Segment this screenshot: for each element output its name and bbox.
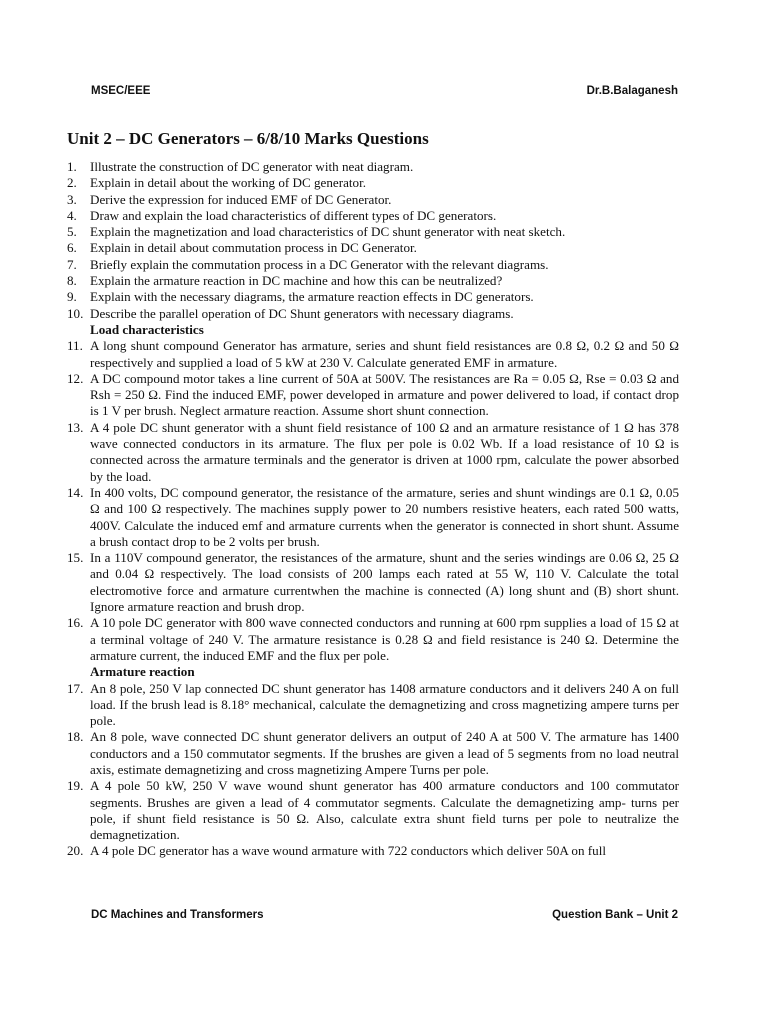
question-number: 12. [67, 370, 84, 386]
question-text: A DC compound motor takes a line current of 50A at 500V. The resistances are Ra = 0.05 Ω, Rse = 0.03 Ω and Rsh = 250 Ω. Find the induced EMF, power developed in armature and power delivered to load, if contact drop is 1 V per brush. Neglect armature reaction. Assume short shunt connection. [90, 370, 679, 419]
question-text: Draw and explain the load characteristics of different types of DC generators. [90, 207, 497, 223]
question-number: 8. [67, 273, 77, 289]
question-text: Briefly explain the commutation process in a DC Generator with the relevant diagrams. [90, 256, 549, 272]
question-item [67, 240, 679, 256]
question-number: 2. [67, 175, 77, 191]
page-title: Unit 2 – DC Generators – 6/8/10 Marks Questions [67, 129, 429, 148]
question-text: A 4 pole 50 kW, 250 V wave wound shunt generator has 400 armature conductors and 100 commutator segments. Brushes are given a lead of 4 commutator segments. Calculate the demagnetizing amp- turns per pole, if shunt field resistance is 50 Ω. Also, calculate extra shunt field turns per pole to neutralize the demagnetization. [90, 778, 679, 843]
question-number: 17. [67, 680, 84, 696]
question-number: 20. [67, 843, 84, 859]
question-item [67, 224, 679, 240]
section-heading-armature-reaction: Armature reaction [90, 664, 195, 680]
question-item [67, 192, 679, 208]
question-item [67, 306, 679, 322]
question-list [67, 159, 679, 860]
question-text: Explain the magnetization and load characteristics of DC shunt generator with neat sketch. [90, 224, 566, 240]
question-text: A 10 pole DC generator with 800 wave connected conductors and running at 600 rpm supplies a load of 15 Ω at a terminal voltage of 240 V. The armature resistance is 0.28 Ω and field resistance is 240 Ω. Determine the armature current, the induced EMF and the flux per pole. [90, 615, 679, 663]
question-text: An 8 pole, wave connected DC shunt generator delivers an output of 240 A at 500 V. The armature has 1400 conductors and a 150 commutator segments. If the brushes are given a lead of 5 segments from no load neutral axis, estimate demagnetizing and cross magnetizing Ampere Turns per pole. [90, 729, 679, 777]
question-number: 3. [67, 191, 77, 207]
question-text: A 4 pole DC generator has a wave wound armature with 722 conductors which deliver 50A on full [90, 843, 606, 859]
question-number: 16. [67, 615, 84, 631]
question-text: Explain in detail about the working of DC generator. [90, 175, 366, 191]
question-item [67, 681, 679, 730]
question-number: 4. [67, 207, 77, 223]
question-number: 7. [67, 256, 77, 272]
question-text: Derive the expression for induced EMF of DC Generator. [90, 191, 392, 207]
question-item [67, 175, 679, 191]
question-number: 18. [67, 729, 84, 745]
question-number: 5. [67, 224, 77, 240]
question-item [67, 338, 679, 371]
question-number: 19. [67, 778, 84, 794]
question-number: 13. [67, 419, 84, 435]
question-item [67, 273, 679, 289]
question-item [67, 208, 679, 224]
question-text: In 400 volts, DC compound generator, the resistance of the armature, series and shunt windings are 0.1 Ω, 0.05 Ω and 100 Ω respectively. The machines supply power to 20 numbers resistive heaters, each rated 500 watts, 400V. Calculate the induced emf and armature currents when the generator is connected in short shunt. Assume a brush contact drop to be 2 volts per brush. [90, 484, 679, 549]
question-text: Describe the parallel operation of DC Shunt generators with necessary diagrams. [90, 305, 514, 321]
question-item [67, 289, 679, 305]
question-item [67, 729, 679, 778]
question-text: A 4 pole DC shunt generator with a shunt field resistance of 100 Ω and an armature resistance of 1 Ω has 378 wave connected conductors in its armature. The flux per pole is 0.02 Wb. If a load resistance of 10 Ω is connected across the armature terminals and the generator is driven at 1000 rpm, calculate the power absorbed by the load. [90, 419, 679, 484]
question-item [67, 843, 679, 859]
footer-left: DC Machines and Transformers [91, 909, 264, 921]
question-item [67, 550, 679, 615]
question-text: In a 110V compound generator, the resistances of the armature, shunt and the series windings are 0.06 Ω, 25 Ω and 0.04 Ω respectively. The load consists of 200 lamps each rated at 55 W, 110 V. Calculate the total electromotive force and armature currentwhen the machine is connected (A) long shunt and (B) short shunt. Ignore armature reaction and brush drop. [90, 550, 679, 615]
question-text: A long shunt compound Generator has armature, series and shunt field resistances are 0.8 Ω, 0.2 Ω and 50 Ω respectively and supplied a load of 5 kW at 230 V. Calculate generated EMF in armature. [90, 338, 679, 370]
question-text: Illustrate the construction of DC generator with neat diagram. [90, 159, 414, 174]
question-text: Explain with the necessary diagrams, the armature reaction effects in DC generators. [90, 289, 534, 305]
question-text: Explain in detail about commutation process in DC Generator. [90, 240, 417, 256]
question-number: 14. [67, 484, 84, 500]
question-number: 9. [67, 289, 77, 305]
question-number: 10. [67, 305, 84, 321]
header-left: MSEC/EEE [91, 85, 151, 97]
question-text: Explain the armature reaction in DC machine and how this can be neutralized? [90, 273, 503, 289]
header-right: Dr.B.Balaganesh [586, 85, 678, 97]
question-item [67, 485, 679, 550]
question-item [67, 615, 679, 664]
question-item [67, 420, 679, 485]
question-text: An 8 pole, 250 V lap connected DC shunt generator has 1408 armature conductors and it delivers 240 A on full load. If the brush lead is 8.18° mechanical, calculate the demagnetizing and cross magnetizing ampere turns per pole. [90, 680, 679, 729]
question-number: 1. [67, 159, 77, 174]
footer-right: Question Bank – Unit 2 [552, 909, 678, 921]
question-item [67, 159, 679, 175]
question-number: 11. [67, 338, 83, 354]
question-number: 6. [67, 240, 77, 256]
question-item [67, 257, 679, 273]
section-heading-load-characteristics: Load characteristics [90, 321, 204, 337]
question-item [67, 371, 679, 420]
question-item [67, 778, 679, 843]
question-number: 15. [67, 550, 84, 566]
